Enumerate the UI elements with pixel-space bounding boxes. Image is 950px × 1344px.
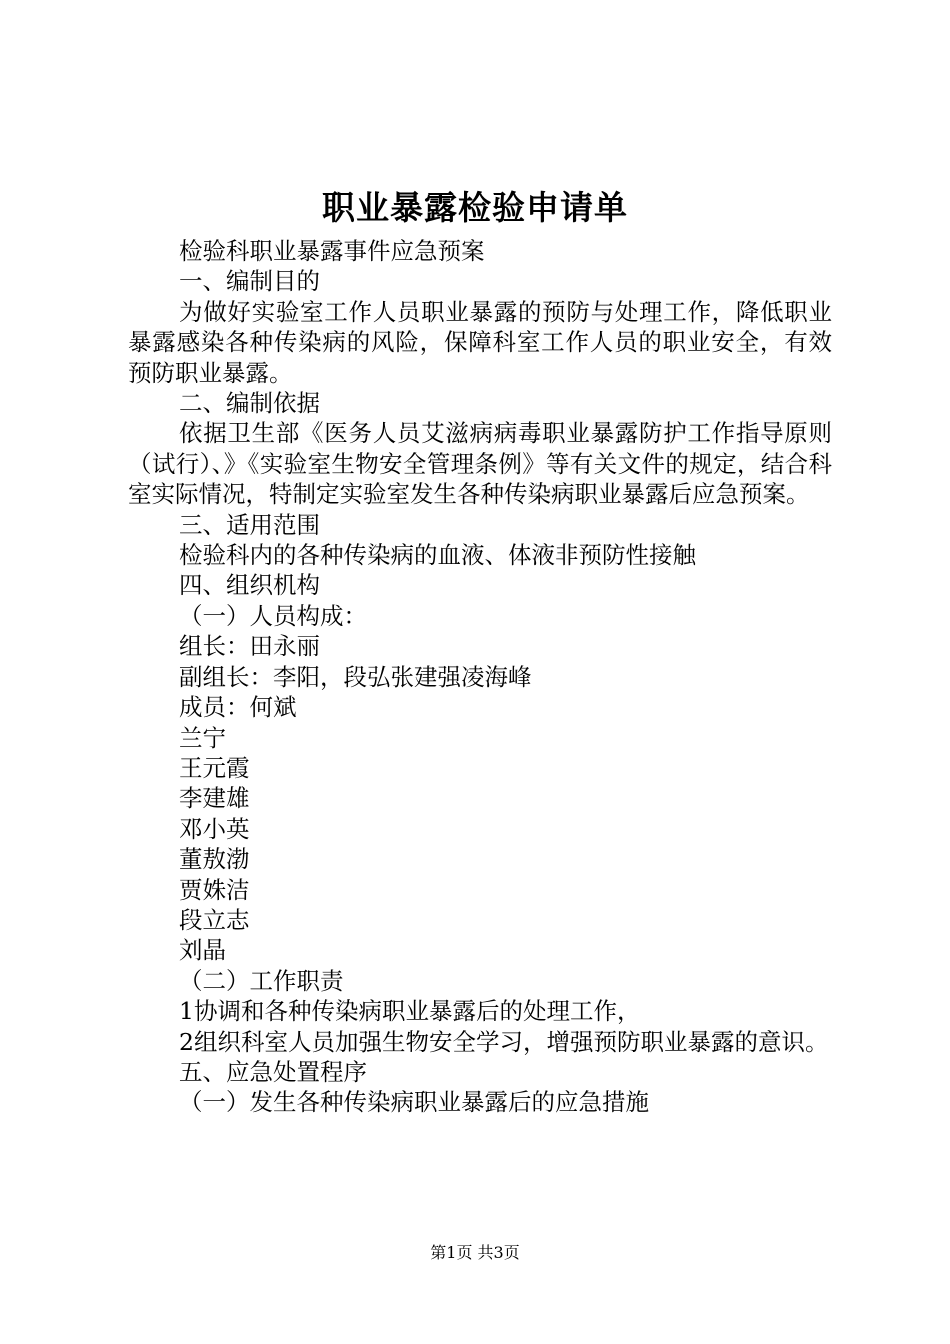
document-paragraph: 兰宁: [179, 723, 226, 752]
document-paragraph: （一）发生各种传染病职业暴露后的应急措施: [179, 1088, 649, 1117]
document-paragraph: 四、组织机构: [179, 571, 320, 600]
document-paragraph: （二）工作职责: [179, 966, 344, 995]
document-paragraph: 成员：何斌: [179, 693, 297, 722]
document-paragraph: 检验科职业暴露事件应急预案: [179, 237, 485, 265]
document-title: 职业暴露检验申请单: [322, 188, 628, 227]
document-paragraph: 邓小英: [179, 814, 250, 843]
document-paragraph: 三、适用范围: [179, 510, 320, 539]
document-paragraph: （一）人员构成：: [179, 601, 367, 630]
document-paragraph: 王元霞: [179, 753, 250, 782]
document-paragraph: 副组长：李阳，段弘张建强凌海峰: [179, 662, 532, 691]
document-body: [128, 236, 832, 1118]
document-paragraph: 二、编制依据: [179, 389, 320, 418]
document-paragraph: 依据卫生部《医务人员艾滋病病毒职业暴露防护工作指导原则（试行）、》《实验室生物安全管理条例》等有关文件的规定，结合科室实际情况，特制定实验室发生各种传染病职业暴露后应急预案。: [128, 419, 832, 509]
document-paragraph: 段立志: [179, 905, 250, 934]
document-paragraph: 贾姝洁: [179, 875, 250, 904]
document-paragraph: 检验科内的各种传染病的血液、体液非预防性接触: [179, 541, 696, 570]
document-paragraph: 2组织科室人员加强生物安全学习，增强预防职业暴露的意识。: [179, 1027, 829, 1056]
document-paragraph: 李建雄: [179, 784, 250, 813]
document-paragraph: 董敖渤: [179, 845, 250, 874]
document-paragraph: 1协调和各种传染病职业暴露后的处理工作，: [179, 997, 641, 1026]
document-paragraph: 为做好实验室工作人员职业暴露的预防与处理工作，降低职业暴露感染各种传染病的风险，保障科室工作人员的职业安全，有效预防职业暴露。: [128, 297, 832, 387]
document-paragraph: 刘晶: [179, 936, 226, 965]
document-paragraph: 五、应急处置程序: [179, 1057, 367, 1086]
page-footer: 第1页 共3页: [430, 1243, 520, 1262]
document-paragraph: 组长：田永丽: [179, 632, 320, 661]
document-paragraph: 一、编制目的: [179, 267, 320, 296]
